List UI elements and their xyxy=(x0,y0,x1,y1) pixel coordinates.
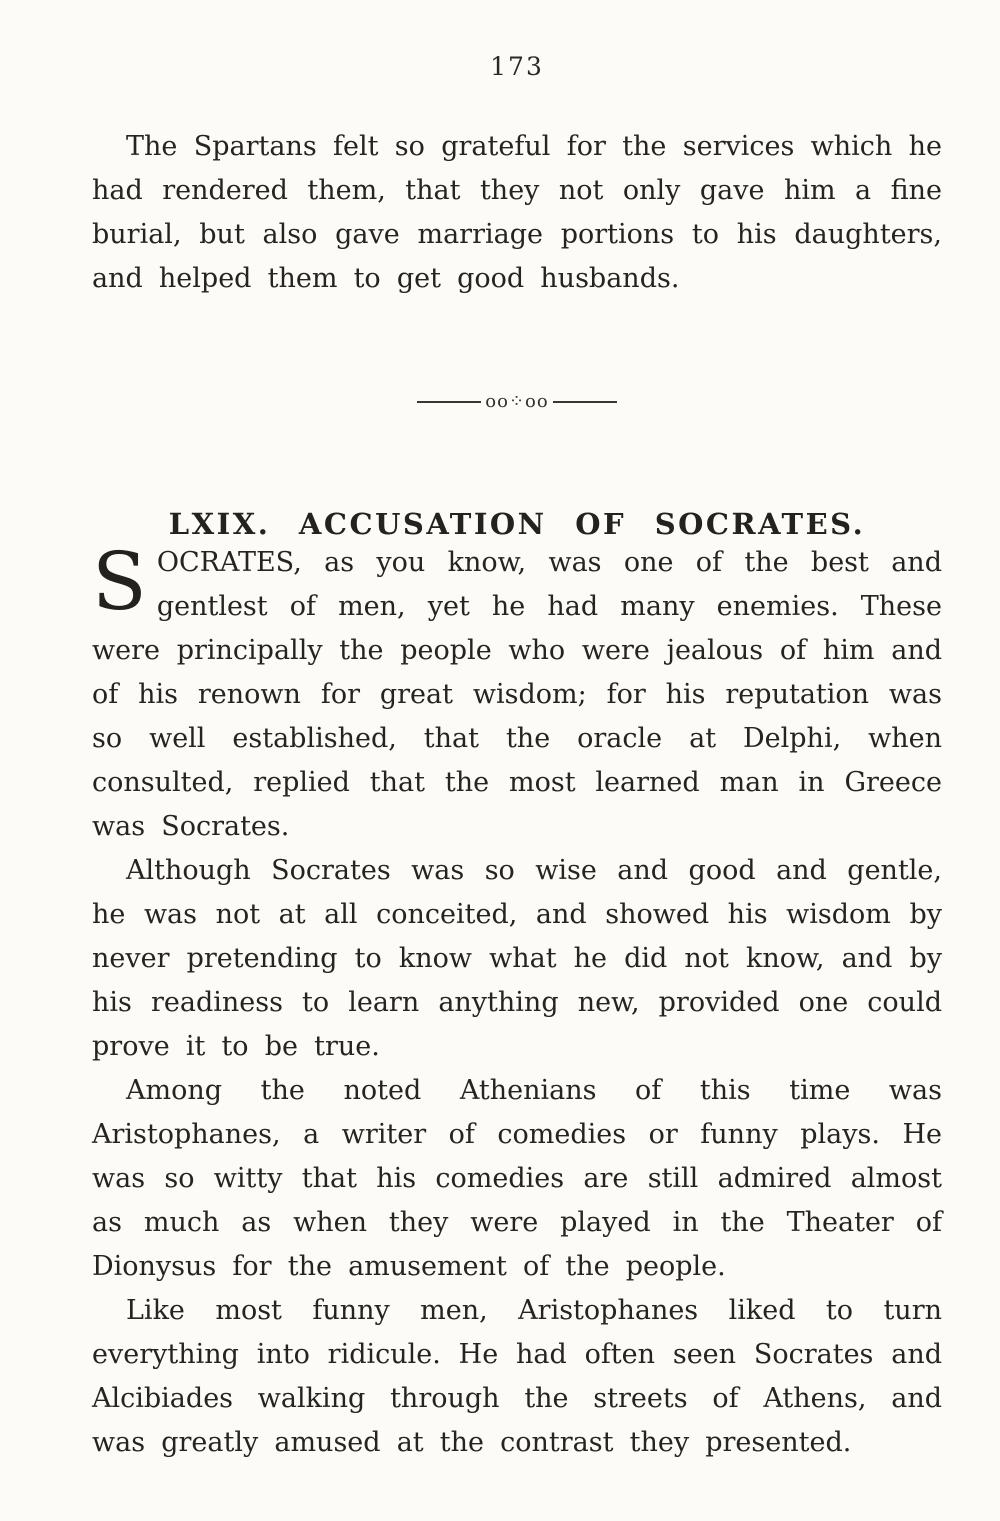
chapter-heading: LXIX. ACCUSATION OF SOCRATES. xyxy=(168,507,866,541)
opening-paragraph-text: OCRATES, as you know, was one of the best and gentlest of men, yet he had many enemies. These were principally the people who were jealous of him and of his renown for great wisdom; for his reputation was so well established, that the oracle at Delphi, when consulted, replied that the most learned man in Greece was Socrates. xyxy=(92,547,942,842)
paragraph-chapter-opening xyxy=(92,535,942,849)
divider-ornament: oo⁘oo xyxy=(485,391,549,412)
divider-rule-left xyxy=(417,401,481,403)
page-number: 173 xyxy=(490,52,544,81)
divider-rule-right xyxy=(553,401,617,403)
drop-cap-letter: S xyxy=(92,535,147,628)
section-divider xyxy=(417,393,617,411)
paragraph-spartans-closing: The Spartans felt so grateful for the services which he had rendered them, that they not only gave him a fine burial, but also gave marriage portions to his daughters, and helped them to get good husbands. xyxy=(92,131,942,294)
paragraph-like-most-funny-men: Like most funny men, Aristophanes liked to turn everything into ridicule. He had often seen Socrates and Alcibiades walking through the streets of Athens, and was greatly amused at the contrast they presented. xyxy=(92,1295,942,1458)
paragraph-aristophanes: Among the noted Athenians of this time was Aristophanes, a writer of comedies or funny plays. He was so witty that his comedies are still admired almost as much as when they were played in the Theater of Dionysus for the amusement of the people. xyxy=(92,1075,942,1282)
paragraph-although-socrates: Although Socrates was so wise and good and gentle, he was not at all conceited, and showed his wisdom by never pretending to know what he did not know, and by his readiness to learn anything new, provided one could prove it to be true. xyxy=(92,855,942,1062)
